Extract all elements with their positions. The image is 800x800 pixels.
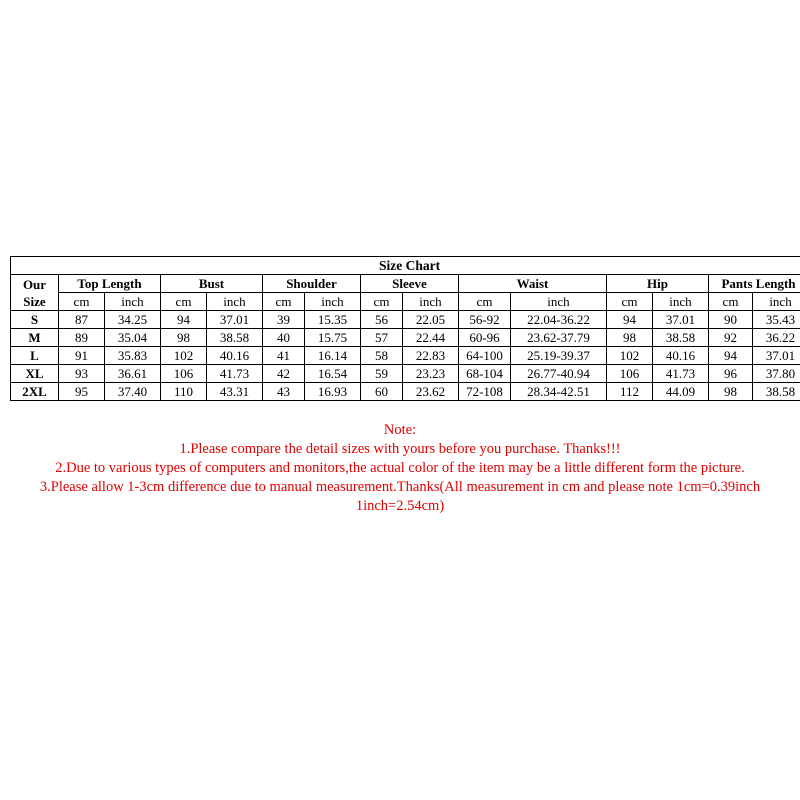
table-title: Size Chart: [11, 257, 800, 275]
table-cell: 41.73: [653, 365, 709, 383]
note-line-1: 1.Please compare the detail sizes with yours before you purchase. Thanks!!!: [179, 441, 621, 457]
table-cell: 36.61: [105, 365, 161, 383]
group-header-bust: Bust: [161, 275, 263, 293]
table-cell: 41.73: [207, 365, 263, 383]
table-cell: 35.04: [105, 329, 161, 347]
group-header-shoulder: Shoulder: [263, 275, 361, 293]
unit-header-inch: inch: [403, 293, 459, 311]
table-cell: 64-100: [459, 347, 511, 365]
size-chart-table: [10, 256, 800, 401]
size-cell: 2XL: [11, 383, 59, 401]
table-cell: 94: [607, 311, 653, 329]
table-cell: 37.80: [753, 365, 800, 383]
table-cell: 37.01: [753, 347, 800, 365]
unit-header-cm: cm: [459, 293, 511, 311]
table-cell: 37.01: [207, 311, 263, 329]
table-cell: 15.75: [305, 329, 361, 347]
table-cell: 38.58: [753, 383, 800, 401]
size-cell: L: [11, 347, 59, 365]
size-cell: S: [11, 311, 59, 329]
table-cell: 34.25: [105, 311, 161, 329]
table-cell: 90: [709, 311, 753, 329]
corner-header-line1: Our: [22, 276, 47, 292]
table-cell: 23.62-37.79: [511, 329, 607, 347]
group-header-top-length: Top Length: [59, 275, 161, 293]
table-cell: 39: [263, 311, 305, 329]
table-cell: 43.31: [207, 383, 263, 401]
table-cell: 42: [263, 365, 305, 383]
group-header-sleeve: Sleeve: [361, 275, 459, 293]
table-cell: 22.83: [403, 347, 459, 365]
table-cell: 68-104: [459, 365, 511, 383]
table-cell: 16.54: [305, 365, 361, 383]
group-header-row: [11, 275, 800, 293]
table-cell: 92: [709, 329, 753, 347]
table-row-m: [11, 329, 800, 347]
table-cell: 25.19-39.37: [511, 347, 607, 365]
table-cell: 23.23: [403, 365, 459, 383]
table-cell: 98: [709, 383, 753, 401]
group-header-waist: Waist: [459, 275, 607, 293]
table-row-xl: [11, 365, 800, 383]
table-cell: 87: [59, 311, 105, 329]
table-cell: 93: [59, 365, 105, 383]
unit-header-inch: inch: [305, 293, 361, 311]
table-cell: 22.05: [403, 311, 459, 329]
table-cell: 38.58: [653, 329, 709, 347]
table-cell: 98: [161, 329, 207, 347]
table-cell: 102: [607, 347, 653, 365]
table-cell: 41: [263, 347, 305, 365]
table-cell: 95: [59, 383, 105, 401]
table-cell: 94: [709, 347, 753, 365]
table-cell: 22.44: [403, 329, 459, 347]
table-cell: 106: [607, 365, 653, 383]
table-cell: 58: [361, 347, 403, 365]
table-row-2xl: [11, 383, 800, 401]
note-line-2: 2.Due to various types of computers and monitors,the actual color of the item may be a little different form the picture.: [55, 460, 745, 476]
table-cell: 112: [607, 383, 653, 401]
table-cell: 15.35: [305, 311, 361, 329]
table-cell: 40: [263, 329, 305, 347]
unit-header-row: [11, 293, 800, 311]
unit-header-cm: cm: [361, 293, 403, 311]
table-cell: 94: [161, 311, 207, 329]
unit-header-inch: inch: [753, 293, 800, 311]
note-heading: Note:: [383, 422, 417, 438]
unit-header-cm: cm: [709, 293, 753, 311]
table-cell: 56: [361, 311, 403, 329]
table-cell: 106: [161, 365, 207, 383]
table-cell: 89: [59, 329, 105, 347]
table-cell: 23.62: [403, 383, 459, 401]
table-cell: 40.16: [653, 347, 709, 365]
table-cell: 35.83: [105, 347, 161, 365]
unit-header-inch: inch: [105, 293, 161, 311]
table-cell: 43: [263, 383, 305, 401]
note-line-3: 3.Please allow 1-3cm difference due to manual measurement.Thanks(All measurement in cm and please note 1cm=0.39inch: [39, 479, 761, 495]
unit-header-inch: inch: [511, 293, 607, 311]
unit-header-cm: cm: [59, 293, 105, 311]
unit-header-cm: cm: [263, 293, 305, 311]
table-row-s: [11, 311, 800, 329]
unit-header-inch: inch: [653, 293, 709, 311]
table-cell: 57: [361, 329, 403, 347]
group-header-hip: Hip: [607, 275, 709, 293]
table-cell: 28.34-42.51: [511, 383, 607, 401]
table-cell: 56-92: [459, 311, 511, 329]
table-cell: 60-96: [459, 329, 511, 347]
corner-header: [11, 275, 59, 311]
table-cell: 37.01: [653, 311, 709, 329]
table-cell: 16.93: [305, 383, 361, 401]
unit-header-inch: inch: [207, 293, 263, 311]
unit-header-cm: cm: [161, 293, 207, 311]
size-cell: M: [11, 329, 59, 347]
table-cell: 38.58: [207, 329, 263, 347]
table-cell: 59: [361, 365, 403, 383]
unit-header-cm: cm: [607, 293, 653, 311]
table-cell: 98: [607, 329, 653, 347]
corner-header-line2: Size: [23, 293, 46, 309]
table-cell: 110: [161, 383, 207, 401]
table-cell: 44.09: [653, 383, 709, 401]
table-cell: 37.40: [105, 383, 161, 401]
size-cell: XL: [11, 365, 59, 383]
table-title-row: [11, 257, 800, 275]
table-cell: 26.77-40.94: [511, 365, 607, 383]
table-cell: 102: [161, 347, 207, 365]
table-cell: 35.43: [753, 311, 800, 329]
table-cell: 16.14: [305, 347, 361, 365]
group-header-pants-length: Pants Length: [709, 275, 800, 293]
table-cell: 72-108: [459, 383, 511, 401]
note-line-4: 1inch=2.54cm): [355, 498, 445, 514]
table-cell: 60: [361, 383, 403, 401]
table-cell: 40.16: [207, 347, 263, 365]
table-cell: 96: [709, 365, 753, 383]
table-cell: 36.22: [753, 329, 800, 347]
note-section: [0, 421, 800, 516]
table-cell: 22.04-36.22: [511, 311, 607, 329]
table-row-l: [11, 347, 800, 365]
table-cell: 91: [59, 347, 105, 365]
